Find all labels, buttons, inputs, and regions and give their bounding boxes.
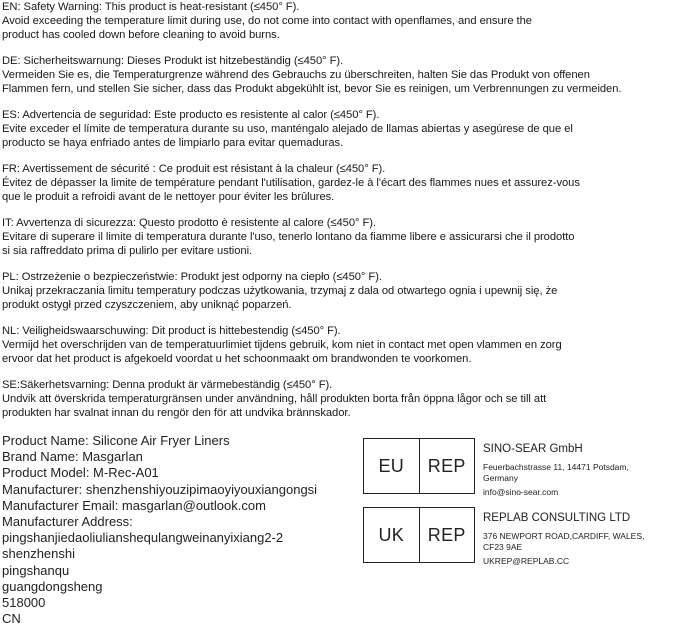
warning-heading: DE: Sicherheitswarnung: Dieses Produkt ist hitzebeständig (≤450° F). (2, 55, 344, 67)
uk-rep-company: REPLAB CONSULTING LTD (483, 512, 631, 524)
warning-heading: EN: Safety Warning: This product is heat-resistant (≤450° F). (2, 1, 300, 13)
warning-it (2, 216, 678, 258)
warning-heading: ES: Advertencia de seguridad: Este producto es resistente al calor (≤450° F). (2, 109, 380, 121)
eu-rep-info (483, 442, 629, 498)
warning-heading: NL: Veiligheidswaarschuwing: Dit product is hittebestendig (≤450° F). (2, 325, 341, 337)
warning-text: Avoid exceeding the temperature limit during use, do not come into contact with openflames, and ensure the (2, 15, 532, 27)
warning-text: Flammen fern, und stellen Sie sicher, dass das Produkt abgekühlt ist, bevor Sie es reinigen, um Verbrennungen zu vermeiden. (2, 83, 622, 95)
warning-text: produkten har svalnat innan du rengör den för att undvika brännskador. (2, 407, 351, 419)
address-line: pingshanqu (2, 562, 70, 578)
warning-text: si sia raffreddato prima di pulirlo per evitare ustioni. (2, 245, 253, 257)
warning-text: produkt ostygł przed czyszczeniem, aby uniknąć poparzeń. (2, 299, 292, 311)
warning-text: Evite exceder el límite de temperatura durante su uso, manténgalo alejado de llamas abiertas y asegúrese de que el (2, 123, 573, 135)
warning-en (2, 0, 678, 42)
address-line: shenzhenshi (2, 546, 75, 562)
eu-rep-company: SINO-SEAR GmbH (483, 443, 583, 455)
eu-rep-address-line: Germany (483, 472, 518, 483)
eu-rep-symbol (363, 438, 475, 494)
warning-text: Vermeiden Sie es, die Temperaturgrenze während des Gebrauchs zu überschreiten, halten Sie das Produkt von offenen (2, 69, 590, 81)
warning-es (2, 108, 678, 150)
uk-rep-info (483, 511, 644, 567)
address-line: pingshanjiedaoliulianshequlangweinanyixiang2-2 (2, 530, 284, 546)
warning-heading: FR: Avertissement de sécurité : Ce produit est résistant à la chaleur (≤450° F). (2, 163, 386, 175)
uk-rep-symbol (363, 507, 475, 563)
warning-nl (2, 324, 678, 366)
warning-text: Unikaj przekraczania limitu temperatury podczas użytkowania, trzymaj z dala od otwartego ognia i upewnij się, że (2, 285, 558, 297)
warning-text: Undvik att överskrida temperaturgränsen under användning, håll produkten borta från öppna lågor och se till att (2, 393, 547, 405)
warning-text: ervoor dat het product is afgekoeld voordat u het schoonmaakt om brandwonden te voorkomen. (2, 353, 472, 365)
warning-heading: SE:Säkerhetsvarning: Denna produkt är värmebeständig (≤450° F). (2, 379, 333, 391)
manufacturer: Manufacturer: shenzhenshiyouzipimaoyiyouxiangongsi (2, 481, 318, 497)
uk-rep-email: UKREP@REPLAB.CC (483, 556, 570, 566)
address-line: guangdongsheng (2, 578, 103, 594)
product-name: Product Name: Silicone Air Fryer Liners (2, 433, 230, 448)
rep-label: REP (419, 439, 475, 493)
warning-text: Évitez de dépasser la limite de température pendant l'utilisation, gardez-le à l'écart des flammes nues et assurez-vous (2, 177, 580, 189)
warning-text: Vermijd het overschrijden van de temperatuurlimiet tijdens gebruik, kom niet in contact met open vlammen en zorg (2, 339, 562, 351)
warning-se (2, 378, 678, 420)
eu-rep-address-line: Feuerbachstrasse 11, 14471 Potsdam, (483, 462, 629, 472)
rep-label: REP (419, 508, 475, 562)
brand-name: Brand Name: Masgarlan (2, 449, 143, 465)
manufacturer-address-label: Manufacturer Address: (2, 514, 133, 530)
warning-text: producto se haya enfriado antes de limpiarlo para evitar quemaduras. (2, 137, 344, 149)
address-line: CN (2, 611, 21, 627)
uk-label: UK (378, 524, 405, 545)
warning-pl (2, 270, 678, 312)
uk-rep-address-line: CF23 9AE (483, 541, 523, 552)
safety-warnings (2, 0, 678, 432)
warning-fr (2, 162, 678, 204)
product-info (2, 433, 317, 627)
uk-rep-address-line: 376 NEWPORT ROAD,CARDIFF, WALES, (483, 531, 645, 541)
manufacturer-email: Manufacturer Email: masgarlan@outlook.com (2, 497, 266, 513)
warning-heading: PL: Ostrzeżenie o bezpieczeństwie: Produkt jest odporny na ciepło (≤450° F). (2, 271, 382, 283)
warning-text: Evitare di superare il limite di temperatura durante l'uso, tenerlo lontano da fiamme libere e assicurarsi che il prodotto (2, 231, 575, 243)
eu-rep-email: info@sino-sear.com (483, 487, 559, 497)
warning-heading: IT: Avvertenza di sicurezza: Questo prodotto è resistente al calore (≤450° F). (2, 217, 377, 229)
eu-label: EU (378, 455, 405, 476)
warning-de (2, 54, 678, 96)
warning-text: product has cooled down before cleaning to avoid burns. (2, 29, 280, 41)
warning-text: que le produit a refroidi avant de le nettoyer pour éviter les brûlures. (2, 191, 335, 203)
product-model: Product Model: M-Rec-A01 (2, 465, 159, 481)
address-line: 518000 (2, 595, 46, 611)
